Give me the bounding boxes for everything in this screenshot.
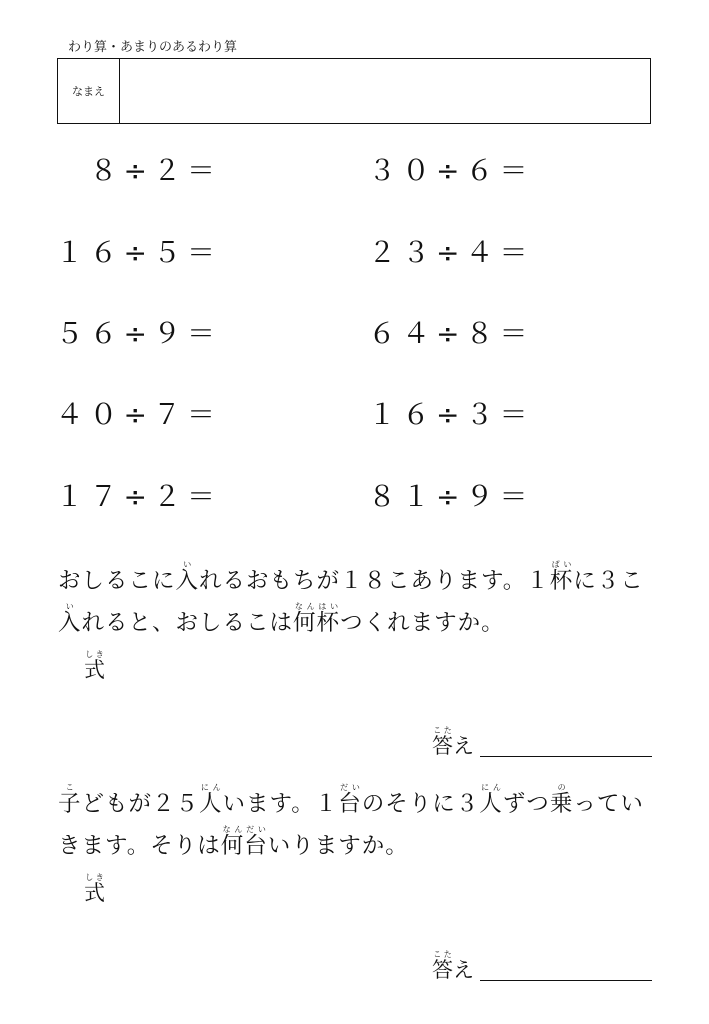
ruby-word bbox=[479, 783, 503, 817]
problem-1-line-1 bbox=[58, 560, 644, 593]
equation-left-1: ８÷２＝ bbox=[89, 154, 221, 187]
ruby-word bbox=[549, 560, 574, 594]
furigana: こ bbox=[58, 783, 82, 792]
ruby-word bbox=[432, 726, 453, 758]
text-segment: います。１ bbox=[222, 791, 339, 817]
problem-1-answer-label bbox=[432, 726, 474, 760]
kanji: 答 bbox=[432, 734, 453, 758]
kanji: 答 bbox=[432, 958, 453, 982]
name-label: なまえ bbox=[58, 59, 120, 123]
problem-2-line-2 bbox=[58, 825, 409, 858]
furigana: しき bbox=[84, 650, 105, 659]
problem-1-shiki-label bbox=[84, 650, 105, 684]
kanji: 式 bbox=[84, 881, 105, 905]
kanji: 杯 bbox=[549, 568, 574, 594]
equation-right-2: ２３÷４＝ bbox=[368, 236, 534, 269]
problem-2-answer-label bbox=[432, 950, 474, 984]
furigana: い bbox=[58, 602, 82, 611]
ruby-word bbox=[293, 602, 317, 636]
ruby-word bbox=[338, 783, 362, 817]
furigana: ぱい bbox=[549, 560, 574, 569]
text-segment: れるおもちが１８こあります。１ bbox=[199, 568, 550, 594]
text-segment: いりますか。 bbox=[267, 833, 409, 859]
text-segment: え bbox=[453, 734, 474, 758]
ruby-word bbox=[84, 873, 105, 905]
furigana: こた bbox=[432, 950, 453, 959]
problem-1-answer-line[interactable] bbox=[480, 756, 652, 757]
name-box bbox=[57, 58, 651, 124]
equation-right-5: ８１÷９＝ bbox=[368, 480, 534, 513]
kanji: 式 bbox=[84, 658, 105, 682]
text-segment: きます。そりは bbox=[58, 833, 221, 859]
furigana: にん bbox=[479, 783, 503, 792]
equation-right-4: １６÷３＝ bbox=[368, 398, 534, 431]
ruby-word bbox=[58, 783, 82, 817]
furigana: なん bbox=[293, 602, 317, 611]
problem-1-line-2 bbox=[58, 602, 505, 635]
furigana: にん bbox=[199, 783, 223, 792]
equation-left-4: ４０÷７＝ bbox=[55, 398, 221, 431]
text-segment: どもが２５ bbox=[81, 791, 200, 817]
ruby-word bbox=[58, 602, 82, 636]
problem-2-shiki-label bbox=[84, 873, 105, 907]
furigana: だい bbox=[244, 825, 268, 834]
kanji: 入 bbox=[175, 568, 200, 594]
equation-right-3: ６４÷８＝ bbox=[368, 317, 534, 350]
ruby-word bbox=[84, 650, 105, 682]
kanji: 台 bbox=[338, 791, 362, 817]
ruby-word bbox=[432, 950, 453, 982]
text-segment: ってい bbox=[573, 791, 644, 817]
text-segment: おしるこに bbox=[58, 568, 176, 594]
furigana: の bbox=[549, 783, 574, 792]
ruby-word bbox=[220, 825, 245, 859]
furigana: なん bbox=[220, 825, 245, 834]
name-field[interactable] bbox=[120, 59, 650, 123]
furigana: しき bbox=[84, 873, 105, 882]
equation-left-2: １６÷５＝ bbox=[55, 236, 221, 269]
kanji: 何 bbox=[220, 833, 245, 859]
kanji: 入 bbox=[58, 610, 82, 636]
ruby-word bbox=[175, 560, 200, 594]
kanji: 台 bbox=[244, 833, 268, 859]
text-segment: つくれますか。 bbox=[340, 610, 505, 636]
kanji: 人 bbox=[479, 791, 503, 817]
furigana: い bbox=[175, 560, 200, 569]
equation-left-5: １７÷２＝ bbox=[55, 480, 221, 513]
kanji: 人 bbox=[199, 791, 223, 817]
ruby-word bbox=[244, 825, 268, 859]
text-segment: に３こ bbox=[573, 568, 644, 594]
problem-2-answer-line[interactable] bbox=[480, 980, 652, 981]
furigana: はい bbox=[316, 602, 341, 611]
text-segment: のそりに３ bbox=[361, 791, 480, 817]
kanji: 乗 bbox=[549, 791, 574, 817]
text-segment: え bbox=[453, 958, 474, 982]
equation-right-1: ３０÷６＝ bbox=[368, 154, 534, 187]
problem-2-line-1 bbox=[58, 783, 644, 816]
text-segment: ずつ bbox=[502, 791, 550, 817]
equation-left-3: ５６÷９＝ bbox=[55, 317, 221, 350]
ruby-word bbox=[316, 602, 341, 636]
ruby-word bbox=[199, 783, 223, 817]
kanji: 何 bbox=[293, 610, 317, 636]
text-segment: れると、おしるこは bbox=[81, 610, 294, 636]
furigana: こた bbox=[432, 726, 453, 735]
kanji: 子 bbox=[58, 791, 82, 817]
furigana: だい bbox=[338, 783, 362, 792]
kanji: 杯 bbox=[316, 610, 341, 636]
ruby-word bbox=[549, 783, 574, 817]
worksheet-title: わり算・あまりのあるわり算 bbox=[68, 40, 238, 55]
